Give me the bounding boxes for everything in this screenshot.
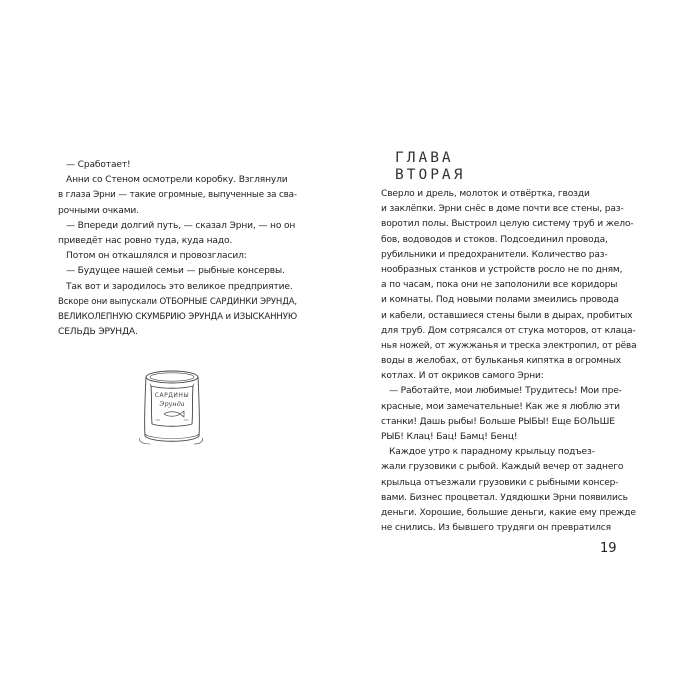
text-line: рубильники и предохранители. Количество раз- <box>381 249 608 260</box>
text-line: рочными очками. <box>58 205 139 216</box>
text-line: воды в желобах, от бульканья кипятка в огромных <box>381 356 622 367</box>
text-line: в глаза Эрни — такие огромные, выпученные за сва- <box>58 190 297 201</box>
text-line: для труб. Дом сотрясался от стука моторов, от клаца- <box>381 325 636 336</box>
text-line: Каждое утро к парадному крыльцу подъез- <box>389 447 595 458</box>
chapter-title-line: ГЛАВА <box>395 150 454 166</box>
text-line: — Сработает! <box>66 160 131 170</box>
text-line: нообразных станков и устройств росло не по дням, <box>381 264 623 275</box>
text-line: Анни со Стеном осмотрели коробку. Взглянули <box>66 175 288 186</box>
right-page <box>343 0 686 686</box>
text-line: — Впереди долгий путь, — сказал Эрни, — но он <box>66 220 296 231</box>
text-line: Сверло и дрель, молоток и отвёртка, гвозди <box>381 189 590 199</box>
text-line: — Будущее нашей семьи — рыбные консервы. <box>66 266 285 277</box>
page-number: 19 <box>600 541 617 556</box>
can-label-bottom: Эрунда <box>159 400 185 408</box>
text-line: Так вот и зародилось это великое предприятие. <box>66 281 293 292</box>
text-line: нья ножей, от жужжанья и треска электропил, от рёва <box>381 340 637 351</box>
text-line: бов, водоводов и стоков. Подсоединил провода, <box>381 234 608 245</box>
can-label-top: САРДИНЫ <box>154 392 190 399</box>
text-line: СЕЛЬДЬ ЭРУНДА. <box>58 327 138 338</box>
text-line: воротил полы. Выстроил целую систему труб и жело- <box>381 219 634 230</box>
text-line: и комнаты. Под новыми полами змеились провода <box>381 295 619 306</box>
text-line: РЫБ! Клац! Бац! Бамц! Бенц! <box>381 432 518 442</box>
chapter-title <box>395 150 465 184</box>
sardine-can-illustration <box>138 368 204 446</box>
text-line: Потом он откашлялся и провозгласил: <box>66 251 247 262</box>
text-line: а по часам, пока они не заполонили все коридоры <box>381 280 618 291</box>
text-line: станки! Дашь рыбы! Больше РЫБЫ! Еще БОЛЬШЕ <box>381 416 615 427</box>
text-line: и заклёпки. Эрни снёс в доме почти все стены, раз- <box>381 204 624 215</box>
text-line: и кабели, оставшиеся стены были в дырах, пробитых <box>381 310 633 321</box>
text-line: крыльца отъезжали грузовики с рыбными консер- <box>381 477 619 488</box>
text-line: приведёт нас ровно туда, куда надо. <box>58 235 233 246</box>
text-line: — Работайте, мои любимые! Трудитесь! Мои пре- <box>389 386 622 397</box>
text-line: деньги. Хорошие, большие деньги, какие ему прежде <box>381 507 636 518</box>
text-line: ВЕЛИКОЛЕПНУЮ СКУМБРИЮ ЭРУНДА и ИЗЫСКАННУЮ <box>58 311 297 322</box>
right-page-text <box>381 187 637 536</box>
text-line: жали грузовики с рыбой. Каждый вечер от заднего <box>381 462 624 473</box>
left-page-text <box>58 158 298 340</box>
text-line: красные, мои замечательные! Как же я люблю эти <box>381 401 620 412</box>
text-line: не снились. Из бывшего трудяги он превратился <box>381 523 611 534</box>
text-line: Вскоре они выпускали ОТБОРНЫЕ САРДИНКИ ЭРУНДА, <box>58 296 297 307</box>
chapter-title-line: ВТОРАЯ <box>395 167 466 183</box>
text-line: котлах. И от окриков самого Эрни: <box>381 371 544 382</box>
text-line: вами. Бизнес процветал. Удядюшки Эрни появились <box>381 492 628 503</box>
